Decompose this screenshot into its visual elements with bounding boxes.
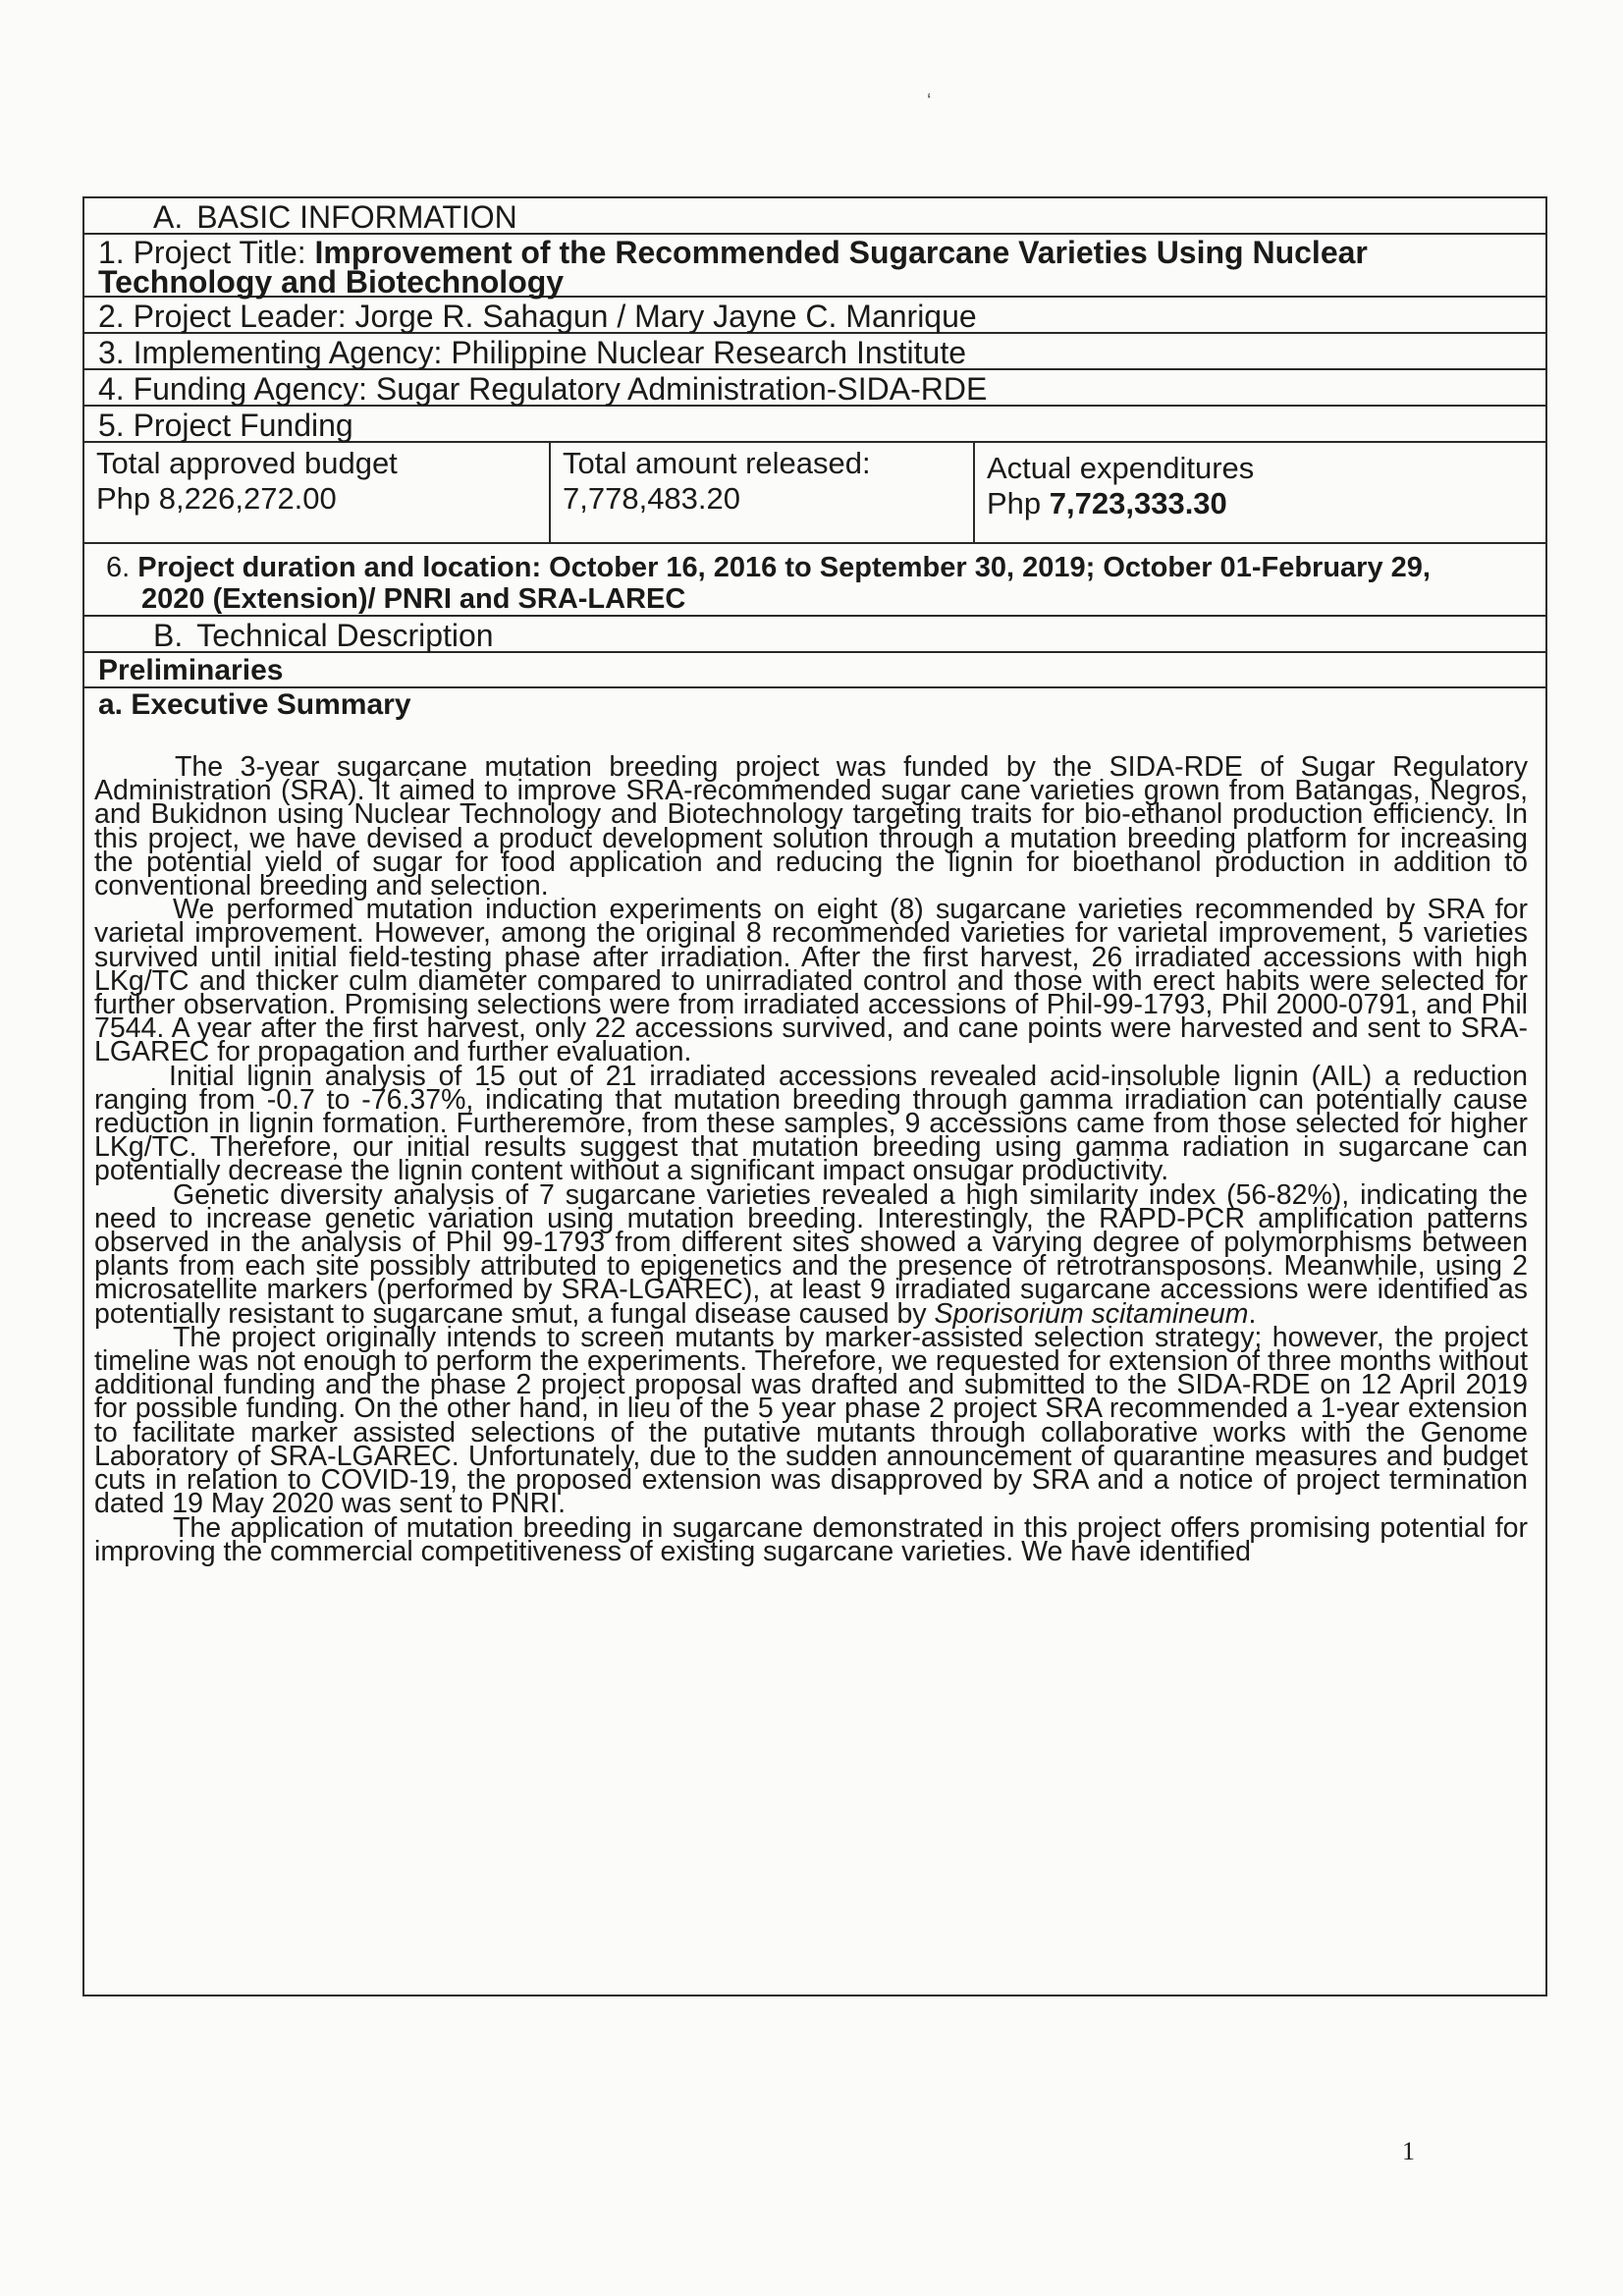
amount-released-cell xyxy=(551,443,975,542)
section-b-heading xyxy=(84,617,1545,653)
duration-line1: Project duration and location: October 16, 2016 to September 30, 2019; October 01-February 29, xyxy=(137,552,1431,583)
summary-paragraph-5: The project originally intends to screen mutants by marker-assisted selection strategy; however, the project timeline was not enough to perform the experiments. Therefore, we requested for extension of three months without additional funding and the phase 2 project proposal was drafted and submitted to the SIDA-RDE on 12 April 2019 for possible funding. On the other hand, in lieu of the 5 year phase 2 project SRA recommended a 1-year extension to facilitate marker assisted selections of the putative mutants through collaborative works with the Genome Laboratory of SRA-LGAREC. Unfortunately, due to the sudden announcement of quarantine measures and budget cuts in relation to COVID-19, the proposed extension was disapproved by SRA and a notice of project termination dated 19 May 2020 was sent to PNRI. xyxy=(94,1321,1528,1520)
actual-expenditures-value: 7,723,333.30 xyxy=(1049,486,1227,520)
section-a-title: BASIC INFORMATION xyxy=(196,199,517,235)
project-title-row xyxy=(84,235,1545,298)
duration-number: 6. xyxy=(106,552,138,583)
summary-paragraph-6: The application of mutation breeding in sugarcane demonstrated in this project offers promising potential for improving the commercial competitiveness of existing sugarcane varieties. We have identified xyxy=(94,1511,1528,1567)
funding-table xyxy=(84,443,1545,544)
summary-paragraph-3: Initial lignin analysis of 15 out of 21 irradiated accessions revealed acid-insoluble lignin (AIL) a reduction ranging from -0.7 to -76.37%, indicating that mutation breeding through gamma irradiation can potentially cause reduction in lignin formation. Furtheremore, from these samples, 9 accessions came from those selected for higher LKg/TC. Therefore, our initial results suggest that mutation breeding using gamma radiation in sugarcane can potentially decrease the lignin content without a significant impact onsugar productivity. xyxy=(94,1060,1528,1187)
project-leader-row: 2. Project Leader: Jorge R. Sahagun / Mary Jayne C. Manrique xyxy=(84,298,1545,334)
preliminaries-heading: Preliminaries xyxy=(84,653,1545,688)
amount-released-value: 7,778,483.20 xyxy=(563,481,741,516)
amount-released-label: Total amount released: xyxy=(563,446,871,480)
header-mark: ‘ xyxy=(927,90,932,112)
summary-paragraph-4-end: . xyxy=(1248,1297,1257,1330)
executive-summary-section xyxy=(84,688,1545,1995)
project-funding-label: 5. Project Funding xyxy=(84,407,1545,443)
approved-budget-label: Total approved budget xyxy=(96,446,398,480)
section-b-title: Technical Description xyxy=(196,618,494,653)
summary-paragraph-4-main: Genetic diversity analysis of 7 sugarcane varieties revealed a high similarity index (56-82%), indicating the need to increase genetic variation using mutation breeding. Interestingly, the RAPD-PCR amplification patterns observed in the analysis of Phil 99-1793 from different sites showed a varying degree of polymorphisms between plants from each site possibly attributed to epigenetics and the presence of retrotransposons. Meanwhile, using 2 microsatellite markers (performed by SRA-LGAREC), at least 9 irradiated sugarcane accessions were identified as potentially resistant to sugarcane smut, a fungal disease caused by xyxy=(94,1178,1528,1330)
section-a-letter: A. xyxy=(153,199,184,235)
project-info-form xyxy=(82,196,1547,1996)
actual-expenditures-label: Actual expenditures xyxy=(987,451,1255,485)
approved-budget-cell xyxy=(84,443,551,542)
funding-agency-row: 4. Funding Agency: Sugar Regulatory Administration-SIDA-RDE xyxy=(84,370,1545,407)
project-duration-row xyxy=(84,544,1545,617)
actual-expenditures-prefix: Php xyxy=(987,486,1050,520)
project-title-value: Improvement of the Recommended Sugarcane Varieties Using Nuclear Technology and Biotechnology xyxy=(98,235,1368,300)
actual-expenditures-cell xyxy=(975,443,1545,542)
implementing-agency-row: 3. Implementing Agency: Philippine Nuclear Research Institute xyxy=(84,334,1545,370)
project-title-label: 1. Project Title: xyxy=(98,235,315,270)
summary-paragraph-4 xyxy=(94,1178,1528,1330)
summary-paragraph-1: The 3-year sugarcane mutation breeding project was funded by the SIDA-RDE of Sugar Regulatory Administration (SRA). It aimed to improve SRA-recommended sugar cane varieties grown from Batangas, Negros, and Bukidnon using Nuclear Technology and Biotechnology targeting traits for bio-ethanol production efficiency. In this project, we have devised a product development solution through a mutation breeding platform for increasing the potential yield of sugar for food application and reducing the lignin for bioethanol production in addition to conventional breeding and selection. xyxy=(94,751,1528,902)
summary-paragraph-2: We performed mutation induction experiments on eight (8) sugarcane varieties recommended by SRA for varietal improvement. However, among the original 8 recommended varieties for varietal improvement, 5 varieties survived until initial field-testing phase after irradiation. After the first harvest, 26 irradiated accessions with high LKg/TC and thicker culm diameter compared to unirradiated control and those with erect habits were selected for further observation. Promising selections were from irradiated accessions of Phil-99-1793, Phil 2000-0791, and Phil 7544. A year after the first harvest, only 22 accessions survived, and cane points were harvested and sent to SRA-LGAREC for propagation and further evaluation. xyxy=(94,894,1528,1068)
section-a-heading xyxy=(84,198,1545,235)
section-b-letter: B. xyxy=(153,618,184,653)
duration-line2: 2020 (Extension)/ PNRI and SRA-LAREC xyxy=(141,583,686,615)
executive-summary-heading: a. Executive Summary xyxy=(98,688,411,721)
page-number: 1 xyxy=(1402,2137,1415,2165)
approved-budget-value: Php 8,226,272.00 xyxy=(96,481,337,516)
species-name: Sporisorium scitamineum xyxy=(934,1297,1249,1330)
